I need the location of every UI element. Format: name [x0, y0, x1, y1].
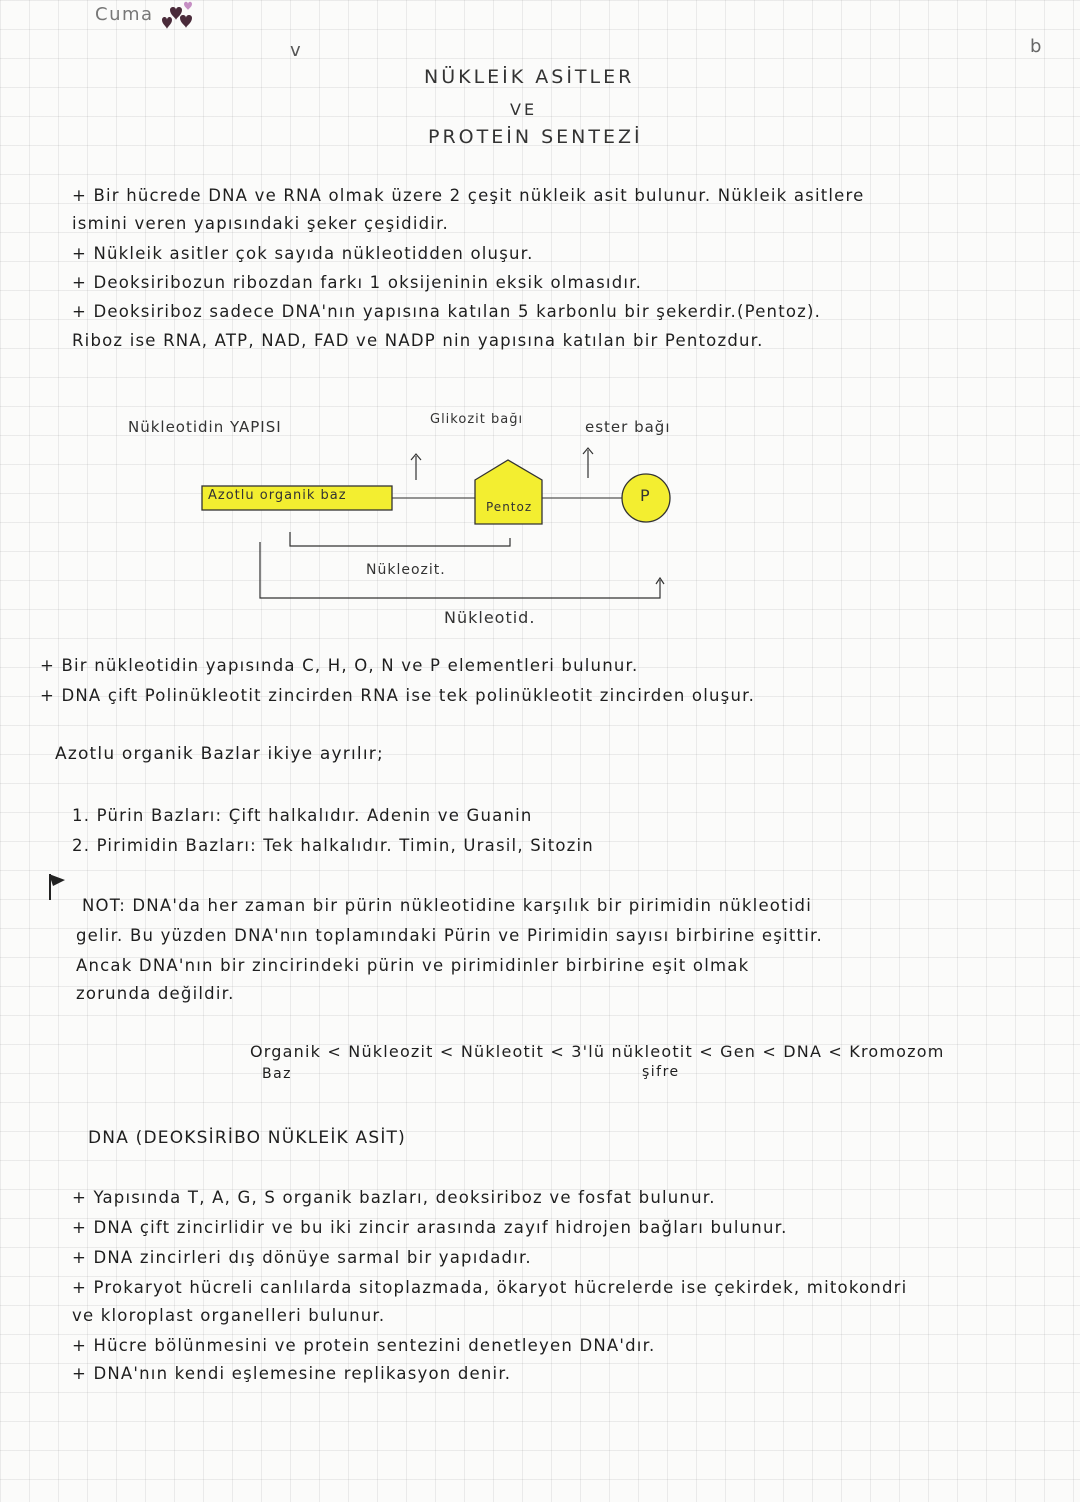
nucleotide-diagram: [190, 430, 710, 630]
note-line-1: NOT: DNA'da her zaman bir pürin nükleotidine karşılık bir pirimidin nükleotidi: [82, 896, 813, 915]
note-line-2: gelir. Bu yüzden DNA'nın toplamındaki Pürin ve Pirimidin sayısı birbirine eşittir.: [76, 926, 823, 945]
check-mark: v: [290, 40, 303, 61]
hierarchy-sub-baz: Baz: [262, 1066, 293, 1082]
intro-line-3: + Nükleik asitler çok sayıda nükleotidden oluşur.: [72, 244, 534, 263]
base-box-label: Azotlu organik baz: [208, 488, 347, 503]
hearts-icon: [160, 0, 204, 38]
title-line-3: PROTEİN SENTEZİ: [428, 126, 643, 148]
note-flag-icon: [45, 872, 69, 909]
hierarchy-sub-sifre: şifre: [642, 1064, 680, 1080]
intro-line-2: ismini veren yapısındaki şeker çeşididir.: [72, 214, 449, 233]
intro-line-6: Riboz ise RNA, ATP, NAD, FAD ve NADP nin yapısına katılan bir Pentozdur.: [72, 331, 764, 350]
pentose-label: Pentoz: [486, 500, 533, 514]
note-line-3: Ancak DNA'nın bir zincirindeki pürin ve pirimidinler birbirine eşit olmak: [76, 956, 750, 975]
bases-heading: Azotlu organik Bazlar ikiye ayrılır;: [55, 744, 384, 764]
corner-mark: b: [1030, 36, 1043, 57]
title-line-2: VE: [510, 100, 538, 119]
dna-heading: DNA (DEOKSİRİBO NÜKLEİK ASİT): [88, 1128, 406, 1148]
intro-line-1: + Bir hücrede DNA ve RNA olmak üzere 2 çeşit nükleik asit bulunur. Nükleik asitlere: [72, 186, 865, 205]
phosphate-label: P: [640, 486, 651, 505]
nucleotide-label: Nükleotid.: [444, 608, 536, 627]
diagram-title: Nükleotidin YAPISI: [128, 418, 282, 436]
dna-line-5: ve kloroplast organelleri bulunur.: [72, 1306, 386, 1325]
fact-line-1: + Bir nükleotidin yapısında C, H, O, N ve P elementleri bulunur.: [40, 656, 639, 675]
hierarchy-line: Organik < Nükleozit < Nükleotit < 3'lü nükleotit < Gen < DNA < Kromozom: [250, 1042, 945, 1061]
intro-line-4: + Deoksiribozun ribozdan farkı 1 oksijeninin eksik olmasıdır.: [72, 273, 643, 292]
ester-label: ester bağı: [585, 418, 671, 436]
dna-line-3: + DNA zincirleri dış dönüye sarmal bir yapıdadır.: [72, 1248, 532, 1267]
bases-item-1: 1. Pürin Bazları: Çift halkalıdır. Adenin ve Guanin: [72, 806, 533, 825]
nucleoside-label: Nükleozit.: [366, 562, 446, 578]
fact-line-2: + DNA çift Polinükleotit zincirden RNA ise tek polinükleotit zincirden oluşur.: [40, 686, 756, 705]
dna-line-2: + DNA çift zincirlidir ve bu iki zincir arasında zayıf hidrojen bağları bulunur.: [72, 1218, 788, 1237]
title-line-1: NÜKLEİK ASİTLER: [424, 66, 635, 88]
dna-line-7: + DNA'nın kendi eşlemesine replikasyon denir.: [72, 1364, 512, 1383]
dna-line-1: + Yapısında T, A, G, S organik bazları, deoksiriboz ve fosfat bulunur.: [72, 1188, 716, 1207]
dna-line-6: + Hücre bölünmesini ve protein sentezini denetleyen DNA'dır.: [72, 1336, 656, 1355]
bases-item-2: 2. Pirimidin Bazları: Tek halkalıdır. Timin, Urasil, Sitozin: [72, 836, 594, 855]
day-label: Cuma: [95, 4, 154, 25]
dna-line-4: + Prokaryot hücreli canlılarda sitoplazmada, ökaryot hücrelerde ise çekirdek, mitokondri: [72, 1278, 908, 1297]
intro-line-5: + Deoksiriboz sadece DNA'nın yapısına katılan 5 karbonlu bir şekerdir.(Pentoz).: [72, 302, 822, 321]
glikozit-label: Glikozit bağı: [430, 412, 524, 427]
note-line-4: zorunda değildir.: [76, 984, 235, 1003]
